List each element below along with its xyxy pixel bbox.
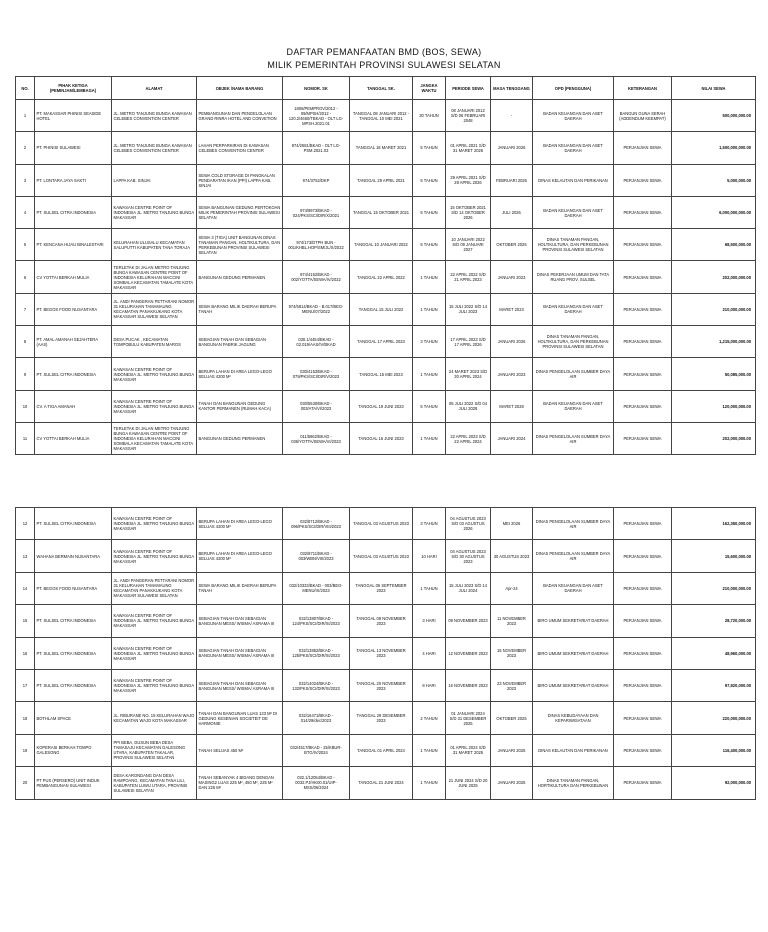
cell-sk-number: 974/6814/BKAD - B.017/BEG-MENU/07/2022 <box>283 293 350 325</box>
cell-period: 22 APRIL 2022 S/D 21 APRIL 2023 <box>446 261 491 293</box>
cell-opd: DINAS PENGELOLAAN SUMBER DAYA AIR <box>533 358 614 390</box>
cell-object: BANGUNAN GEDUNG PERMANEN <box>197 422 283 454</box>
column-header-grace: MASA TENGGANG <box>491 77 533 100</box>
document-subtitle: MILIK PEMERINTAH PROVINSI SULAWESI SELATAN <box>267 60 501 70</box>
cell-sk-date: TANGGAL 15 JULI 2022 <box>350 293 413 325</box>
cell-opd: DINAS PENGELOLAAN SUMBER DAYA AIR <box>533 422 614 454</box>
cell-grace: FEBRUARI 2026 <box>491 164 533 196</box>
cell-period: 16 NOVEMBER 2023 <box>446 669 491 701</box>
cell-duration: 1 TAHUN <box>413 572 446 604</box>
cell-sk-date: TANGGAL 29 APRIL 2021 <box>350 164 413 196</box>
cell-grace: 15 NOVEMBER 2023 <box>491 637 533 669</box>
cell-opd: BIRO UMUM SEKRETARIAT DAERAH <box>533 605 614 637</box>
cell-value: 15,600,000.00 <box>672 540 756 572</box>
cell-value: 116,400,000.00 <box>672 734 756 766</box>
cell-period: 04 AGUSTUS 2023 S/D 30 AGUSTUS 2023 <box>446 540 491 572</box>
cell-value: 97,920,000.00 <box>672 669 756 701</box>
cell-address: KAWASAN CENTRE POINT OF INDONESIA JL. METRO TANJUNG BUNGA MAKASSAR <box>112 669 197 701</box>
cell-object: TANAH SEBANYAK 4 BIDANG DENGAN MASING2 LUAS 225 M², 450 M², 225 M² DAN 225 M² <box>197 767 283 799</box>
cell-sk-date: TANGGAL 22 APRIL 2022 <box>350 261 413 293</box>
cell-object: SEWA 3 (TIGA) UNIT BANGUNAN DINAS TANAMAN PANGAN, HOLTIKULTURA, DAN PERKEBUNAN PROVINSI SULAWESI SELATAN <box>197 229 283 261</box>
cell-party: KOPERASI BERKAH TOMPO GALESONG <box>35 734 112 766</box>
cell-no: 15 <box>16 605 35 637</box>
cell-opd: BADAN KEUANGAN DAN ASET DAERAH <box>533 100 614 132</box>
cell-duration: 2 TAHUN <box>413 702 446 734</box>
cell-period: 15 JULI 2022 S/D 14 JULI 2023 <box>446 293 491 325</box>
cell-no: 7 <box>16 293 35 325</box>
cell-address: JL. ANDI PANGERAN PETTARANI NOMOR 31 KELURAHAN TAMAMAUNG KECAMATAN PANAKKUKANG KOTA MAKASSAR SULAWESI SELATAN <box>112 572 197 604</box>
cell-note: PERJANJIAN SEWA <box>614 196 672 228</box>
cell-duration: 3 TAHUN <box>413 326 446 358</box>
cell-opd: DINAS PENGELOLAAN SUMBER DAYA AIR <box>533 508 614 540</box>
cell-sk-number: 011/5862/BKAD - 036/YOTTA/SEWA/VI/2023 <box>283 422 350 454</box>
cell-party: PT. BEGOS FOOD NUSANTARA <box>35 293 112 325</box>
cell-period: 10 JANUARI 2022 S/D 09 JANUARI 2027 <box>446 229 491 261</box>
cell-duration: 1 TAHUN <box>413 293 446 325</box>
cell-period: 09 NOVEMBER 2023 <box>446 605 491 637</box>
cell-party: PT. SULSEL CITRA INDONESIA <box>35 358 112 390</box>
cell-no: 8 <box>16 326 35 358</box>
cell-value: 6,000,000,000.00 <box>672 196 756 228</box>
cell-period: 01 APRIL 2021 S/D 31 MARET 2026 <box>446 132 491 164</box>
cell-object: SEBAGIAN TANAH DAN SEBAGIAN BANGUNAN MESS/ WISMA/ ASRAMA III <box>197 605 283 637</box>
cell-period: 15 JULI 2023 S/D 14 JULI 2024 <box>446 572 491 604</box>
cell-note: PERJANJIAN SEWA <box>614 422 672 454</box>
cell-sk-number: 032/16471/BKAD - 014/29/dec/2023 <box>283 702 350 734</box>
cell-duration: 1 TAHUN <box>413 734 446 766</box>
cell-object: SEWA BARANG MILIK DAERAH BERUPA TANAH <box>197 572 283 604</box>
table-row <box>16 422 756 454</box>
cell-note: PERJANJIAN SEWA <box>614 358 672 390</box>
column-header-address: ALAMAT <box>112 77 197 100</box>
lease-table-page2 <box>15 507 756 800</box>
column-header-value: NILAI SEWA <box>672 77 756 100</box>
cell-value: 48,960,000.00 <box>672 637 756 669</box>
cell-period: 21 JUNI 2024 S/D 20 JUNI 2025 <box>446 767 491 799</box>
cell-grace: JULI 2026 <box>491 196 533 228</box>
cell-party: PT. SULSEL CITRA INDONESIA <box>35 508 112 540</box>
column-header-no: NO. <box>16 77 35 100</box>
cell-sk-date: TANGGAL 17 APRIL 2023 <box>350 326 413 358</box>
cell-sk-number: 032/13807/BKAD - 124/PKS/SCI/DIR/XI/2023 <box>283 605 350 637</box>
cell-duration: 1 TAHUN <box>413 261 446 293</box>
cell-value: 28,720,000.00 <box>672 605 756 637</box>
table-row <box>16 702 756 734</box>
cell-value: 500,000,000.00 <box>672 100 756 132</box>
table-row <box>16 734 756 766</box>
column-header-sk-date: TANGGAL SK. <box>350 77 413 100</box>
cell-duration: 10 HARI <box>413 540 446 572</box>
cell-grace: JANUARI 2023 <box>491 261 533 293</box>
cell-note: BANGUN GUNA SERAH (ADDENDUM KEEMPAT) <box>614 100 672 132</box>
column-header-duration: JANGKA WAKTU <box>413 77 446 100</box>
cell-duration: 30 TAHUN <box>413 100 446 132</box>
table-row <box>16 164 756 196</box>
cell-grace: OKTOBER 2026 <box>491 229 533 261</box>
cell-sk-number: 030/5530/BKAD - 003/ATA/VI/2023 <box>283 390 350 422</box>
cell-grace: JANUARI 2025 <box>491 767 533 799</box>
cell-party: CV YOTTAI BERKAH MULIA <box>35 422 112 454</box>
cell-value: 1,215,000,000.00 <box>672 326 756 358</box>
cell-opd: BADAN KEUANGAN DAN ASET DAERAH <box>533 293 614 325</box>
cell-sk-number: 1806/PEMPROV/2012 - 09/MPSH/2012 - 120.2/4660/TBKAD - OLT LG-MPSH.2021.01 <box>283 100 350 132</box>
cell-note: PERJANJIAN SEWA <box>614 767 672 799</box>
cell-party: PT. BEGOS FOOD NUSANTARA <box>35 572 112 604</box>
cell-object: TANAH DAN BANGUNAN GEDUNG KANTOR PERMANEN (RUMAH KACA) <box>197 390 283 422</box>
cell-address: JL. RIBURANE NO. 15 KELURAHAN WAJO KECAMATAN WAJO KOTA MAKASSAR <box>112 702 197 734</box>
cell-opd: BADAN KEUANGAN DAN ASET DAERAH <box>533 132 614 164</box>
cell-grace: JANUARI 2026 <box>491 326 533 358</box>
table-row <box>16 669 756 701</box>
cell-object: TANAH DAN BANGUNAN LUAS 133 M² DI GEDUNG KESENIAN SOCIETEIT DE HARMONIE <box>197 702 283 734</box>
cell-no: 9 <box>16 358 35 390</box>
cell-note: PERJANJIAN SEWA <box>614 390 672 422</box>
cell-sk-number: 974/173/DTPH BUN - 001/KHBL.HOP/SM/JL/X/2022 <box>283 229 350 261</box>
table-row <box>16 326 756 358</box>
cell-note: PERJANJIAN SEWA <box>614 572 672 604</box>
cell-party: BOTHLAM SPACE <box>35 702 112 734</box>
cell-duration: 1 TAHUN <box>413 422 446 454</box>
cell-value: 162,350,000.00 <box>672 508 756 540</box>
cell-grace: - <box>491 100 533 132</box>
cell-sk-date: TANGGAL 03 AGUSTUS 2023 <box>350 540 413 572</box>
cell-period: 24 MARET 2023 S/D 30 APRIL 2024 <box>446 358 491 390</box>
cell-period: 01 JANUARI 2024 S/D 31 DESEMBER 2025 <box>446 702 491 734</box>
table-row <box>16 540 756 572</box>
cell-note: PERJANJIAN SEWA <box>614 540 672 572</box>
cell-object: BERUPA LAHAN DI AREA LEGO-LEGO SELUAS 4200 M² <box>197 508 283 540</box>
table-row <box>16 767 756 799</box>
cell-value: 210,000,000.00 <box>672 572 756 604</box>
cell-sk-number: 032/8712/BKAD - 096/PKS/SCI/DIR/VIII/2023 <box>283 508 350 540</box>
cell-opd: DINAS TANAMAN PANGAN, HORTIKULTURA DAN PERKEBUNAN <box>533 767 614 799</box>
cell-no: 5 <box>16 229 35 261</box>
table-row <box>16 390 756 422</box>
cell-duration: 5 TAHUN <box>413 229 446 261</box>
cell-sk-date: TANGGAL 18 MARET 2021 <box>350 132 413 164</box>
column-header-note: KETERANGAN <box>614 77 672 100</box>
cell-opd: BIRO UMUM SEKRETARIAT DAERAH <box>533 637 614 669</box>
cell-address: DESA KARONDANG DAN DESA RAMPOANG, KECAMATAN TANA LILI, KABUPATEN LUWU UTARA, PROVINSI SULAWESI SELATAN <box>112 767 197 799</box>
cell-duration: 4 HARI <box>413 637 446 669</box>
column-header-opd: OPD (PENGGUNA) <box>533 77 614 100</box>
cell-object: SEBAGIAN TANAH DAN SEBAGIAN BANGUNAN PABRIK JAGUNG <box>197 326 283 358</box>
cell-grace: JANUARI 2024 <box>491 422 533 454</box>
cell-sk-number: 032/10333/BKAD - 003/BEG-MENU/IX/2023 <box>283 572 350 604</box>
cell-sk-date: TANGGAL 10 JANUARI 2022 <box>350 229 413 261</box>
cell-duration: 5 TAHUN <box>413 132 446 164</box>
column-header-sk-number: NOMOR. SK <box>283 77 350 100</box>
cell-opd: BIRO UMUM SEKRETARIAT DAERAH <box>533 669 614 701</box>
cell-object: PEMBANGUNAN DAN PENGELOLAAN GRAND RINRA HOTEL AND CONVETION <box>197 100 283 132</box>
cell-value: 50,085,000.00 <box>672 358 756 390</box>
cell-party: CV. A TIGA AMANAH <box>35 390 112 422</box>
cell-address: KAWASAN CENTRE POINT OF INDONESIA JL. METRO TANJUNG BUNGA MAKASSAR <box>112 637 197 669</box>
cell-address: KAWASAN CENTRE POINT OF INDONESIA JL. METRO TANJUNG BUNGA MAKASSAR <box>112 508 197 540</box>
cell-period: 12 NOVEMBER 2023 <box>446 637 491 669</box>
cell-grace: JANUARI 2025 <box>491 734 533 766</box>
cell-sk-date: TANGGAL 08 JANUARI 2012 - TANGGAL 10 MEI 2021 <box>350 100 413 132</box>
cell-sk-date: TANGGAL 20 NOVEMBER 2023 <box>350 669 413 701</box>
cell-note: PERJANJIAN SEWA <box>614 164 672 196</box>
cell-address: PPI BEBA, DUSUN BEBA DESA TAMASAJU KECAMATAN GALESONG UTARA, KABUPATEN TAKALAR, PROVINSI SULAWESI SELATAN <box>112 734 197 766</box>
cell-object: BERUPA LAHAN DI AREA LEGO-LEGO SELUAS 4200 M² <box>197 358 283 390</box>
cell-no: 18 <box>16 702 35 734</box>
cell-address: TERLETAK DI JALAN METRO TANJUNG BUNGA KAWASAN CENTRE POINT OF INDONESIA KELURAHAN MACCINI SOMBALA KECAMATAN TAMALATE KOTA MAKASSAR <box>112 422 197 454</box>
cell-grace: 11 NOVEMBER 2023 <box>491 605 533 637</box>
cell-party: PT. SULSEL CITRA INDONESIA <box>35 669 112 701</box>
table-row <box>16 605 756 637</box>
cell-value: 210,000,000.00 <box>672 293 756 325</box>
cell-opd: BADAN KEUANGAN DAN ASET DAERAH <box>533 196 614 228</box>
cell-party: PT. KENCANA HIJAU BINALESTARI <box>35 229 112 261</box>
cell-no: 12 <box>16 508 35 540</box>
cell-opd: DINAS PEKERJAAN UMUM DAN TATA RUANG PROV. SULSEL <box>533 261 614 293</box>
cell-grace: JANUARI 2023 <box>491 358 533 390</box>
cell-object: SEWA BANGUNAN GEDUNG PERTOKOAN MILIK PEMERINTAH PROVINSI SULAWESI SELATAN <box>197 196 283 228</box>
table-row <box>16 637 756 669</box>
cell-note: PERJANJIAN SEWA <box>614 293 672 325</box>
cell-note: PERJANJIAN SEWA <box>614 508 672 540</box>
column-header-period: PERIODE SEWA <box>446 77 491 100</box>
cell-address: KAWASAN CENTRE POINT OF INDONESIA JL. METRO TANJUNG BUNGA MAKASSAR <box>112 540 197 572</box>
cell-grace: Apr-24 <box>491 572 533 604</box>
cell-sk-number: 974/4152/BKAD - 002/YOTTA/SEWA/IV/2022 <box>283 261 350 293</box>
cell-object: SEBAGIAN TANAH DAN SEBAGIAN BANGUNAN MESS/ WISMA/ ASRAMA III <box>197 637 283 669</box>
cell-note: PERJANJIAN SEWA <box>614 261 672 293</box>
cell-address: LAPPA KAB. SINJAI <box>112 164 197 196</box>
table-row <box>16 293 756 325</box>
cell-address: TERLETAK DI JALAN METRO TANJUNG BUNGA KAWASAN CENTRE POINT OF INDONESIA KELURAHAN MACCINI SOMBALA KECAMATAN TAMALATE KOTA MAKASSAR <box>112 261 197 293</box>
cell-note: PERJANJIAN SEWA <box>614 132 672 164</box>
cell-no: 1 <box>16 100 35 132</box>
cell-duration: 5 TAHUN <box>413 196 446 228</box>
cell-sk-date: TANGGAL 16 JUNI 2023 <box>350 422 413 454</box>
cell-sk-date: TANGGAL 15 MEI 2023 <box>350 358 413 390</box>
table-row <box>16 261 756 293</box>
cell-sk-date: TANGGAL 19 JUNI 2023 <box>350 390 413 422</box>
table-row <box>16 572 756 604</box>
cell-period: 29 APRIL 2021 S/D 28 APRIL 2026 <box>446 164 491 196</box>
cell-sk-number: 032/14024/BKAD - 132/PKS/SCI/DIR/XI/2023 <box>283 669 350 701</box>
column-header-object: OBJEK /NAMA BARANG <box>197 77 283 100</box>
cell-sk-number: 030.1/4454/BKAD - 02.019/AAS/IV/BKAD <box>283 326 350 358</box>
cell-grace: MEI 2026 <box>491 508 533 540</box>
cell-address: KAWASAN CENTRE POINT OF INDONESIA JL. METRO TANJUNG BUNGA MAKASSAR <box>112 196 197 228</box>
cell-sk-date: TANGGAL 15 OKTOBER 2021 <box>350 196 413 228</box>
cell-party: PT. SULSEL CITRA INDONESIA <box>35 637 112 669</box>
cell-sk-date: TANGGAL 29 DESEMBER 2023 <box>350 702 413 734</box>
cell-address: JL. METRO TANJUNG BUNGA KAWASAN CELEBES CONVENTION CENTER <box>112 100 197 132</box>
cell-party: PT. SULSEL CITRA INDONESIA <box>35 196 112 228</box>
cell-sk-date: TANGGAL 01 APRIL 2024 <box>350 734 413 766</box>
cell-no: 20 <box>16 767 35 799</box>
cell-no: 10 <box>16 390 35 422</box>
cell-period: 15 OKTOBER 2021 S/D 14 OKTOBER 2026 <box>446 196 491 228</box>
cell-object: LAHAN PERPARKIRAN DI KAWASAN CELEBES CONVENTION CENTER <box>197 132 283 164</box>
cell-sk-number: 032/8711/BKAD - 003/WBN/VIII/2023 <box>283 540 350 572</box>
cell-duration: 5 TAHUN <box>413 390 446 422</box>
cell-duration: 1 TAHUN <box>413 767 446 799</box>
cell-period: 05 JULI 2022 S/D 04 JULI 2028 <box>446 390 491 422</box>
cell-object: SEWA BARANG MILIK DAERAH BERUPA TANAH <box>197 293 283 325</box>
cell-sk-date: TANGGAL 08 NOVEMBER 2023 <box>350 605 413 637</box>
cell-period: 01 APRIL 2024 S/D 31 MARET 2025 <box>446 734 491 766</box>
cell-address: JL. METRO TANJUNG BUNGA KAWASAN CELEBES CONVENTION CENTER <box>112 132 197 164</box>
cell-duration: 1 TAHUN <box>413 358 446 390</box>
cell-no: 2 <box>16 132 35 164</box>
cell-period: 04 AGUSTUS 2023 S/D 03 AGUSTUS 2026 <box>446 508 491 540</box>
lease-table-page1 <box>15 76 756 455</box>
cell-value: 92,000,000.00 <box>672 767 756 799</box>
table-row <box>16 358 756 390</box>
cell-note: PERJANJIAN SEWA <box>614 326 672 358</box>
cell-value: 5,000,000.00 <box>672 164 756 196</box>
cell-grace: JANUARI 2026 <box>491 132 533 164</box>
cell-party: PT. MAKASSAR PHINISI SEASIDE HOTEL <box>35 100 112 132</box>
cell-party: PT PUS (PERSERO) UNIT INDUK PEMBANGUNAN SULAWESI <box>35 767 112 799</box>
cell-note: PERJANJIAN SEWA <box>614 702 672 734</box>
cell-sk-number: 974/9973/BKAD - 024/PKS/SCI/DIR/X/2021 <box>283 196 350 228</box>
table-header-row <box>16 77 756 100</box>
cell-period: 17 APRIL 2023 S/D 17 APRIL 2026 <box>446 326 491 358</box>
cell-object: BANGUNAN GEDUNG PERMANEN <box>197 261 283 293</box>
cell-sk-number: 032/13852/BKAD - 125/PKS/SCI/DIR/XI/2023 <box>283 637 350 669</box>
cell-note: PERJANJIAN SEWA <box>614 605 672 637</box>
cell-sk-date: TANGGAL 06 SEPTEMBER 2023 <box>350 572 413 604</box>
cell-address: JL. ANDI PANGERAN PETTARANI NOMOR 31 KELURAHAN TAMAMAUNG KECAMATAN PANAKKUKANG KOTA MAKASSAR SULAWESI SELATAN <box>112 293 197 325</box>
cell-sk-date: TANGGAL 21 JUNI 2024 <box>350 767 413 799</box>
cell-object: BERUPA LAHAN DI AREA LEGO-LEGO SELUAS 4200 M² <box>197 540 283 572</box>
cell-sk-number: 974/2581/BKAD - OLT LG-PSM.2021.03 <box>283 132 350 164</box>
cell-opd: DINAS KELAUTAN DAN PERIKANAN <box>533 734 614 766</box>
table-row <box>16 132 756 164</box>
cell-note: PERJANJIAN SEWA <box>614 637 672 669</box>
cell-party: PT. AMAL AMANAH SEJAHTERA (AAS) <box>35 326 112 358</box>
cell-sk-number: 974/3762/DKP <box>283 164 350 196</box>
cell-value: 202,000,000.00 <box>672 422 756 454</box>
cell-period: 08 JANUARI 2012 S/D 06 FEBRUARI 2048 <box>446 100 491 132</box>
document-title: DAFTAR PEMANFAATAN BMD (BOS, SEWA) <box>286 47 482 57</box>
cell-sk-date: TANGGAL 03 AGUSTUS 2023 <box>350 508 413 540</box>
cell-party: PT. PHINISI SULAWESI <box>35 132 112 164</box>
cell-no: 11 <box>16 422 35 454</box>
cell-note: PERJANJIAN SEWA <box>614 669 672 701</box>
cell-object: SEBAGIAN TANAH DAN SEBAGIAN BANGUNAN MESS/ WISMA/ ASRAMA III <box>197 669 283 701</box>
cell-party: PT. SULSEL CITRA INDONESIA <box>35 605 112 637</box>
cell-sk-number: 030/4153/BKAD - 079/PKS/SCI/DIR/V/2023 <box>283 358 350 390</box>
cell-no: 3 <box>16 164 35 196</box>
cell-sk-date: TANGGAL 13 NOVEMBER 2023 <box>350 637 413 669</box>
cell-grace: 30 AGUSTUS 2023 <box>491 540 533 572</box>
cell-party: PT. LONTARA JAYA SAKTI <box>35 164 112 196</box>
cell-object: TANAH SELUAS 450 M² <box>197 734 283 766</box>
cell-address: KAWASAN CENTRE POINT OF INDONESIA JL. METRO TANJUNG BUNGA MAKASSAR <box>112 358 197 390</box>
cell-opd: DINAS TANAMAN PANGAN, HOLTIKULTURA, DAN PERKEBUNAN PROVINSI SULAWESI SELATAN <box>533 229 614 261</box>
cell-duration: 3 TAHUN <box>413 508 446 540</box>
cell-address: KELURAHAN ULUSALU KECAMATAN SALUPUTTI KABUPATEN TANA TORAJA <box>112 229 197 261</box>
cell-duration: 3 HARI <box>413 605 446 637</box>
cell-value: 202,000,000.00 <box>672 261 756 293</box>
cell-opd: BADAN KEUANGAN DAN ASET DAERAH <box>533 572 614 604</box>
cell-address: KAWASAN CENTRE POINT OF INDONESIA JL. METRO TANJUNG BUNGA MAKASSAR <box>112 390 197 422</box>
cell-no: 4 <box>16 196 35 228</box>
cell-opd: DINAS TANAMAN PANGAN, HOLTIKULTURA, DAN PERKEBUNAN PROVINSI SULAWESI SELATAN <box>533 326 614 358</box>
cell-duration: 5 TAHUN <box>413 164 446 196</box>
cell-grace: MARET 2023 <box>491 293 533 325</box>
cell-object: SEWA COLD STORAGE DI PANGKALAN PENDARATAN IKAN (PPI) LAPPA KAB. SINJAI <box>197 164 283 196</box>
table-row <box>16 229 756 261</box>
table-row <box>16 196 756 228</box>
cell-grace: 23 NOVEMBER 2023 <box>491 669 533 701</box>
cell-no: 16 <box>16 637 35 669</box>
cell-value: 220,000,000.00 <box>672 702 756 734</box>
table-row <box>16 100 756 132</box>
cell-opd: DINAS KEBUDAYAAN DAN KEPARIWISATAAN <box>533 702 614 734</box>
cell-no: 17 <box>16 669 35 701</box>
cell-note: PERJANJIAN SEWA <box>614 229 672 261</box>
table-body <box>16 508 756 800</box>
cell-no: 19 <box>16 734 35 766</box>
cell-opd: DINAS PENGELOLAAN SUMBER DAYA AIR <box>533 540 614 572</box>
cell-no: 13 <box>16 540 35 572</box>
table-row <box>16 508 756 540</box>
cell-duration: 8 HARI <box>413 669 446 701</box>
cell-value: 1,500,000,000.00 <box>672 132 756 164</box>
cell-no: 6 <box>16 261 35 293</box>
table-body <box>16 100 756 455</box>
cell-note: PERJANJIAN SEWA <box>614 734 672 766</box>
cell-address: KAWASAN CENTRE POINT OF INDONESIA JL. METRO TANJUNG BUNGA MAKASSAR <box>112 605 197 637</box>
cell-period: 22 APRIL 2023 S/D 22 APRIL 2024 <box>446 422 491 454</box>
column-header-party: PIHAK KETIGA (PEMINJAM/LEMBAGA) <box>35 77 112 100</box>
cell-opd: BADAN KEUANGAN DAN ASET DAERAH <box>533 390 614 422</box>
cell-opd: DINAS KELAUTAN DAN PERIKANAN <box>533 164 614 196</box>
cell-grace: MARET 2028 <box>491 390 533 422</box>
cell-no: 14 <box>16 572 35 604</box>
cell-address: DESA PUCAK , KECAMATAN TOMPOBULU KABUPATEN MAROS <box>112 326 197 358</box>
cell-party: CV YOTTAI BERKAH MULIA <box>35 261 112 293</box>
cell-party: WAHANA BERMAIN NUSANTARA <box>35 540 112 572</box>
cell-sk-number: 032.1/12054/BKAD - 0032.PJ/HK00.01/UIP-MSS/06/2024 <box>283 767 350 799</box>
cell-value: 120,000,000.00 <box>672 390 756 422</box>
cell-value: 68,500,000.00 <box>672 229 756 261</box>
cell-grace: OKTOBER 2025 <box>491 702 533 734</box>
cell-sk-number: 032/4517/BKAD - 25/KBUR-BTG/IV/2024 <box>283 734 350 766</box>
